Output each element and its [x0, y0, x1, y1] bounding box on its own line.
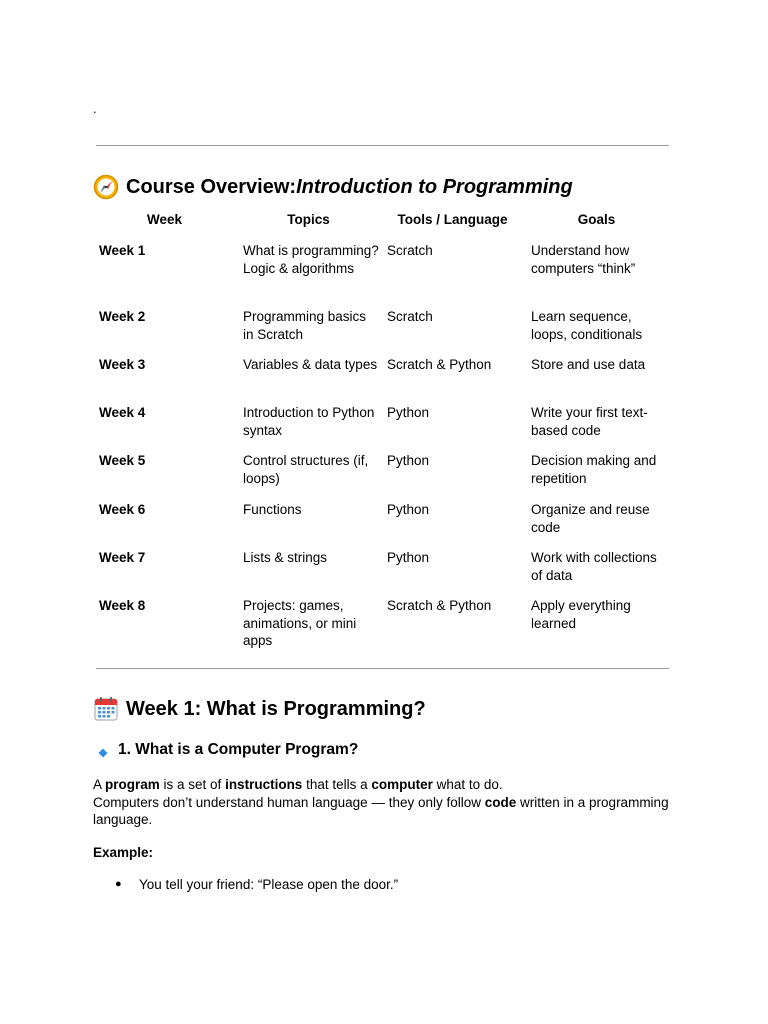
list-item [115, 876, 398, 893]
bullet-dot: ● [115, 878, 122, 890]
table-cell-tool: Scratch [387, 243, 433, 258]
top-dot: . [93, 101, 97, 116]
overview-heading [93, 174, 573, 200]
week1-title: Week 1: What is Programming? [126, 698, 426, 720]
overview-title-italic: Introduction to Programming [296, 176, 573, 198]
table-cell-topic: Programming basics in Scratch [243, 309, 367, 342]
table-cell-goal: Write your first text-based code [531, 405, 648, 438]
table-cell-goal: Learn sequence, loops, conditionals [531, 309, 643, 342]
para-bold: computer [371, 777, 433, 792]
table-cell-week: Week 1 [99, 243, 146, 258]
table-cell-goal: Organize and reuse code [531, 502, 650, 535]
para-text: Computers don’t understand human language — they only follow [93, 794, 485, 810]
example-label: Example: [93, 845, 154, 860]
para-text: is a set of [159, 777, 226, 792]
table-header-topics: Topics [287, 212, 330, 227]
table-cell-topic: Functions [243, 502, 302, 517]
table-cell-tool: Python [387, 405, 430, 420]
table-cell-tool: Scratch & Python [387, 598, 492, 613]
table-cell-goal: Understand how computers “think” [531, 243, 636, 276]
para-text: written in a programming language. [93, 794, 669, 827]
section-heading [98, 741, 358, 759]
table-cell-goal: Work with collections of data [531, 550, 657, 583]
calendar-icon [93, 696, 119, 722]
section-title: 1. What is a Computer Program? [118, 741, 359, 758]
table-cell-goal: Apply everything learned [531, 598, 631, 631]
table-cell-goal: Store and use data [531, 357, 646, 372]
table-cell-topic: Variables & data types [243, 357, 378, 372]
para-text: that tells a [302, 777, 372, 792]
list-item-text: You tell your friend: “Please open the door.” [139, 877, 399, 892]
divider-top [96, 145, 669, 146]
table-header-goals: Goals [577, 212, 616, 227]
table-cell-tool: Python [387, 453, 430, 468]
compass-icon [93, 174, 119, 200]
week1-heading [93, 696, 426, 722]
blue-diamond-icon [98, 745, 108, 755]
table-cell-tool: Python [387, 550, 430, 565]
divider-middle [96, 668, 669, 669]
table-cell-week: Week 5 [99, 453, 146, 468]
table-cell-tool: Scratch [387, 309, 433, 324]
table-cell-week: Week 6 [99, 502, 146, 517]
table-cell-goal: Decision making and repetition [531, 453, 657, 486]
overview-title-prefix: Course Overview: [126, 176, 297, 198]
table-cell-topic: Lists & strings [243, 550, 328, 565]
table-cell-week: Week 8 [99, 598, 146, 613]
table-cell-topic: Projects: games, animations, or mini apps [243, 598, 357, 648]
table-cell-week: Week 4 [99, 405, 146, 420]
para-bold: instructions [225, 777, 303, 792]
table-cell-tool: Scratch & Python [387, 357, 492, 372]
para-text: what to do. [432, 777, 503, 792]
table-cell-tool: Python [387, 502, 430, 517]
table-cell-topic: Control structures (if, loops) [243, 453, 369, 486]
para-text: A [93, 777, 106, 792]
definition-paragraph [93, 776, 693, 829]
table-cell-week: Week 7 [99, 550, 146, 565]
table-cell-week: Week 2 [99, 309, 146, 324]
table-cell-topic: What is programming? Logic & algorithms [243, 243, 379, 276]
table-cell-topic: Introduction to Python syntax [243, 405, 375, 438]
table-header-tools: Tools / Language [397, 212, 508, 227]
table-cell-week: Week 3 [99, 357, 146, 372]
para-bold: program [105, 777, 160, 792]
para-bold: code [484, 794, 517, 810]
table-header-week: Week [146, 212, 183, 227]
